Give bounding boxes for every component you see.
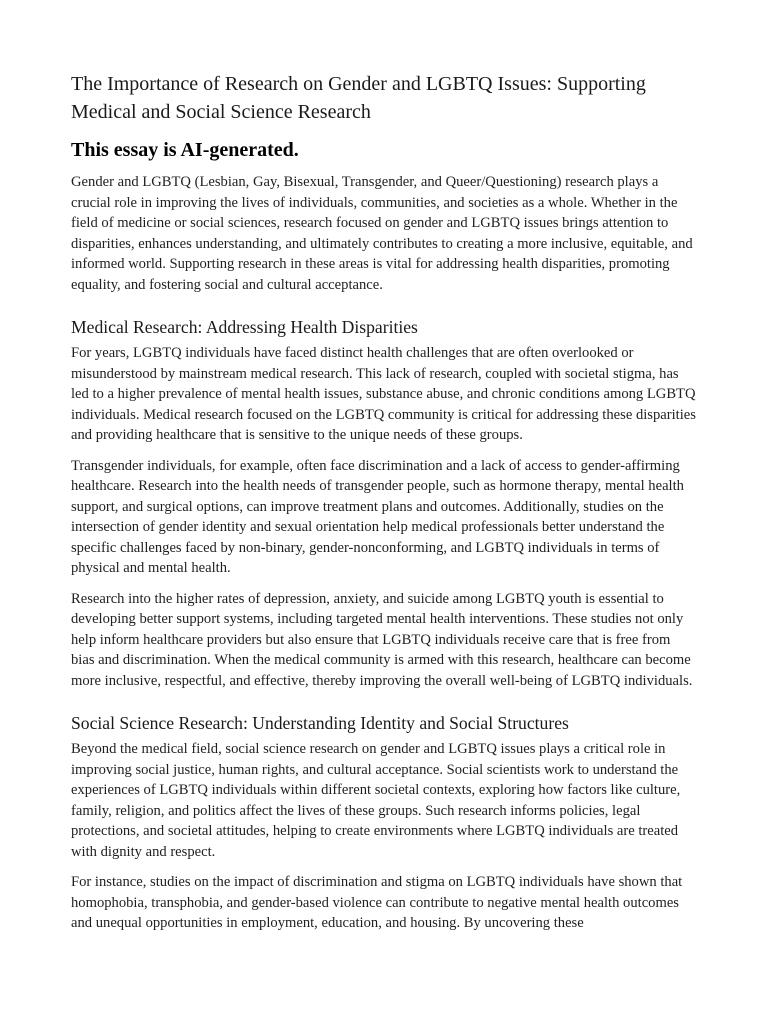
document-page	[71, 70, 697, 944]
section-heading-social-science: Social Science Research: Understanding Identity and Social Structures	[71, 713, 569, 733]
paragraph: For instance, studies on the impact of discrimination and stigma on LGBTQ individuals have shown that homophobia, transphobia, and gender-based violence can contribute to negative mental health outcomes and unequal opportunities in employment, education, and housing. By uncovering these	[71, 874, 683, 931]
ai-disclaimer: This essay is AI-generated.	[71, 139, 299, 161]
paragraph: For years, LGBTQ individuals have faced distinct health challenges that are often overlooked or misunderstood by mainstream medical research. This lack of research, coupled with societal stigma, has led to a higher prevalence of mental health issues, substance abuse, and chronic conditions among LGBTQ individuals. Medical research focused on the LGBTQ community is critical for addressing these disparities and providing healthcare that is sensitive to the unique needs of these groups.	[71, 345, 696, 443]
document-title: The Importance of Research on Gender and LGBTQ Issues: Supporting Medical and Social Science Research	[71, 73, 646, 123]
intro-paragraph: Gender and LGBTQ (Lesbian, Gay, Bisexual, Transgender, and Queer/Questioning) research plays a crucial role in improving the lives of individuals, communities, and societies as a whole. Whether in the field of medicine or social sciences, research focused on gender and LGBTQ issues brings attention to disparities, enhances understanding, and ultimately contributes to creating a more inclusive, equitable, and informed world. Supporting research in these areas is vital for addressing health disparities, promoting equality, and fostering social and cultural acceptance.	[71, 174, 693, 293]
paragraph: Transgender individuals, for example, often face discrimination and a lack of access to gender-affirming healthcare. Research into the health needs of transgender people, such as hormone therapy, mental health support, and surgical options, can improve treatment plans and outcomes. Additionally, studies on the intersection of gender identity and sexual orientation help medical professionals better understand the specific challenges faced by non-binary, gender-nonconforming, and LGBTQ individuals in terms of physical and mental health.	[71, 457, 684, 576]
paragraph: Research into the higher rates of depression, anxiety, and suicide among LGBTQ youth is essential to developing better support systems, including targeted mental health interventions. These studies not only help inform healthcare providers but also ensure that LGBTQ individuals receive care that is free from bias and discrimination. When the medical community is armed with this research, healthcare can become more inclusive, respectful, and effective, thereby improving the overall well-being of LGBTQ individuals.	[71, 590, 693, 689]
paragraph: Beyond the medical field, social science research on gender and LGBTQ issues plays a critical role in improving social justice, human rights, and cultural acceptance. Social scientists work to understand the experiences of LGBTQ individuals within different societal contexts, exploring how factors like culture, family, religion, and politics affect the lives of these groups. Such research informs policies, legal protections, and societal attitudes, helping to create environments where LGBTQ individuals are treated with dignity and respect.	[71, 741, 681, 860]
section-heading-medical: Medical Research: Addressing Health Disparities	[71, 317, 418, 337]
